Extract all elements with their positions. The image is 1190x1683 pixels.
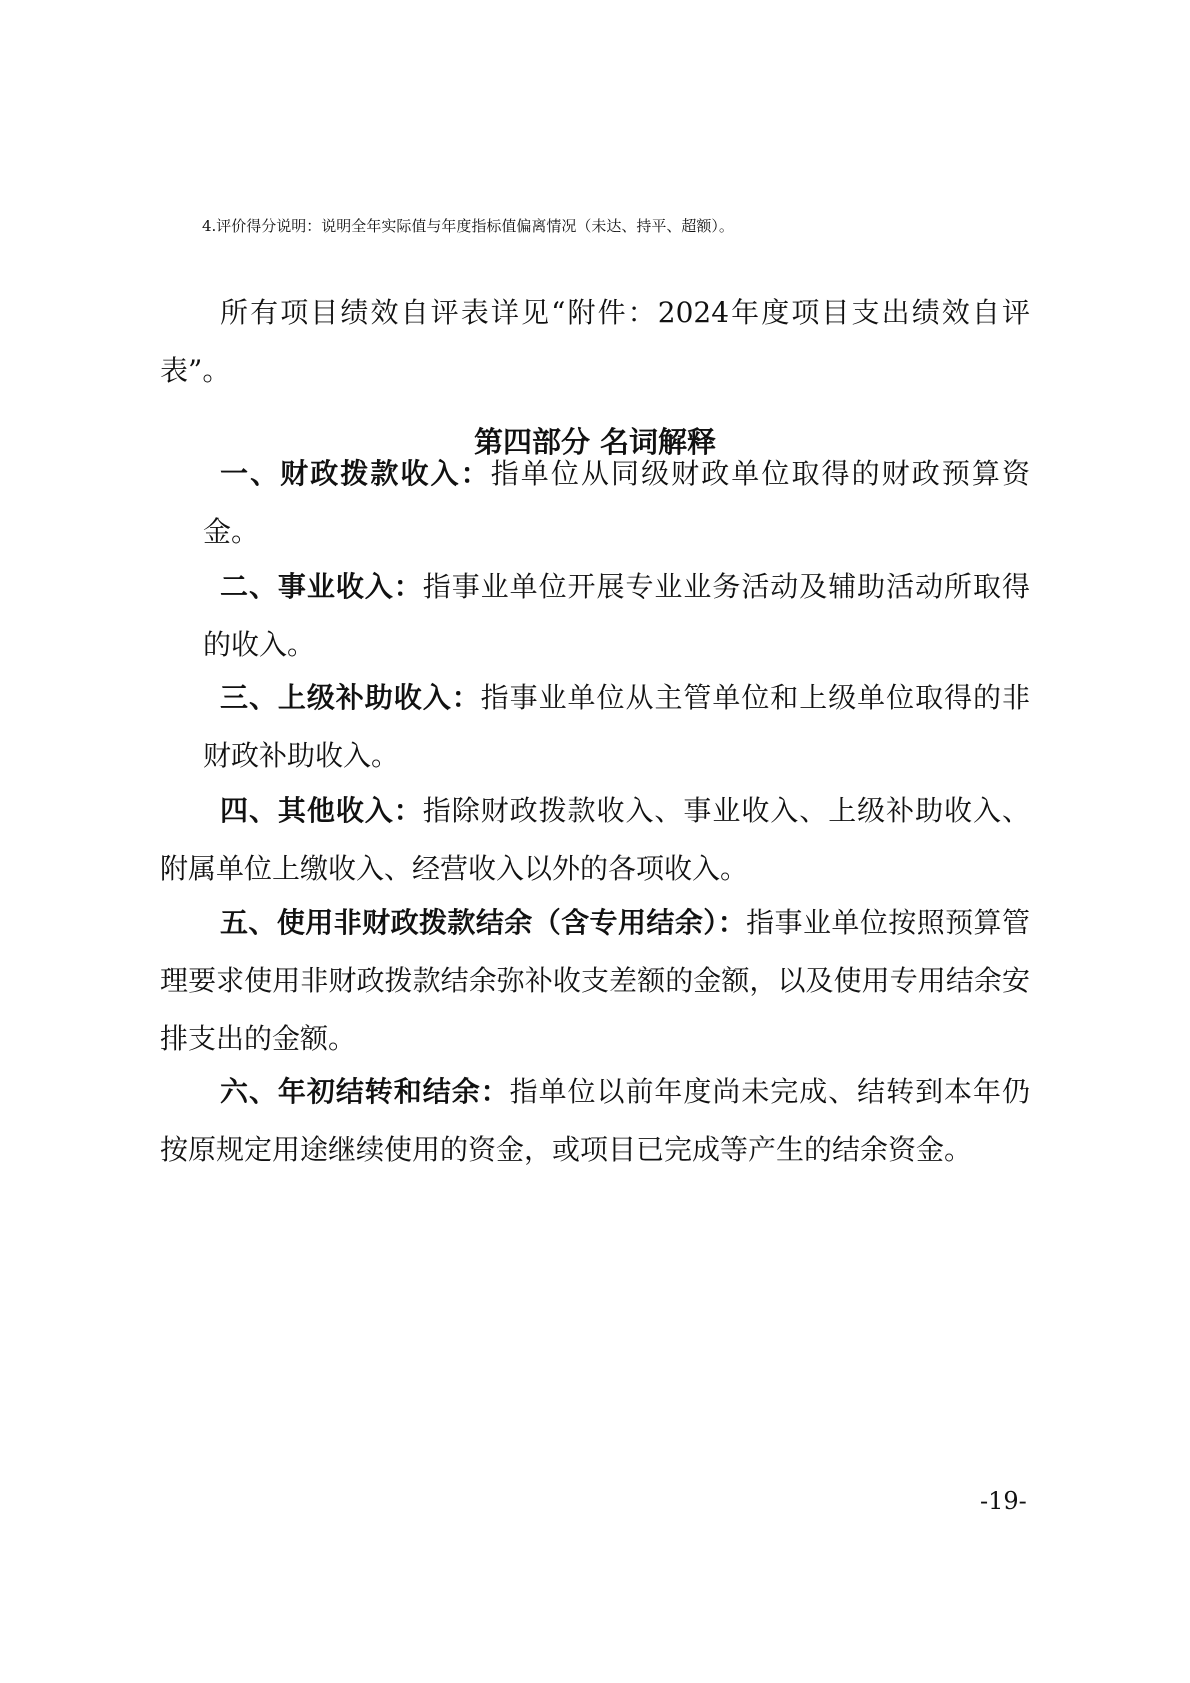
definition-item xyxy=(160,445,1030,561)
intro-paragraph: 所有项目绩效自评表详见“附件：2024年度项目支出绩效自评表”。 xyxy=(160,296,1030,387)
definition-term: 二、事业收入： xyxy=(220,570,423,603)
page-number: -19- xyxy=(980,1487,1027,1515)
definition-text: 指单位从同级财政单位取得的财政预算资金。 xyxy=(203,457,1030,548)
definition-term: 四、其他收入： xyxy=(220,794,423,827)
definition-text: 指事业单位从主管单位和上级单位取得的非财政补助收入。 xyxy=(203,681,1030,772)
definition-term: 一、财政拨款收入： xyxy=(220,457,491,490)
definition-text: 指除财政拨款收入、事业收入、上级补助收入、附属单位上缴收入、经营收入以外的各项收入。 xyxy=(160,794,1030,885)
definition-item xyxy=(160,558,1030,674)
definition-item xyxy=(160,1063,1030,1179)
definition-text: 指事业单位开展专业业务活动及辅助活动所取得的收入。 xyxy=(203,570,1030,661)
definition-text: 指事业单位按照预算管理要求使用非财政拨款结余弥补收支差额的金额，以及使用专用结余安排支出的金额。 xyxy=(160,906,1030,1055)
definition-term: 五、使用非财政拨款结余（含专用结余）： xyxy=(220,906,747,939)
definition-text: 指单位以前年度尚未完成、结转到本年仍按原规定用途继续使用的资金，或项目已完成等产生的结余资金。 xyxy=(160,1075,1030,1166)
definition-term: 六、年初结转和结余： xyxy=(220,1075,510,1108)
evaluation-score-note: 4.评价得分说明：说明全年实际值与年度指标值偏离情况（未达、持平、超额）。 xyxy=(202,217,734,235)
definition-item xyxy=(160,782,1030,898)
definition-term: 三、上级补助收入： xyxy=(220,681,481,714)
definition-item xyxy=(160,894,1030,1068)
section-title: 第四部分 名词解释 xyxy=(473,425,717,459)
definition-item xyxy=(160,669,1030,785)
